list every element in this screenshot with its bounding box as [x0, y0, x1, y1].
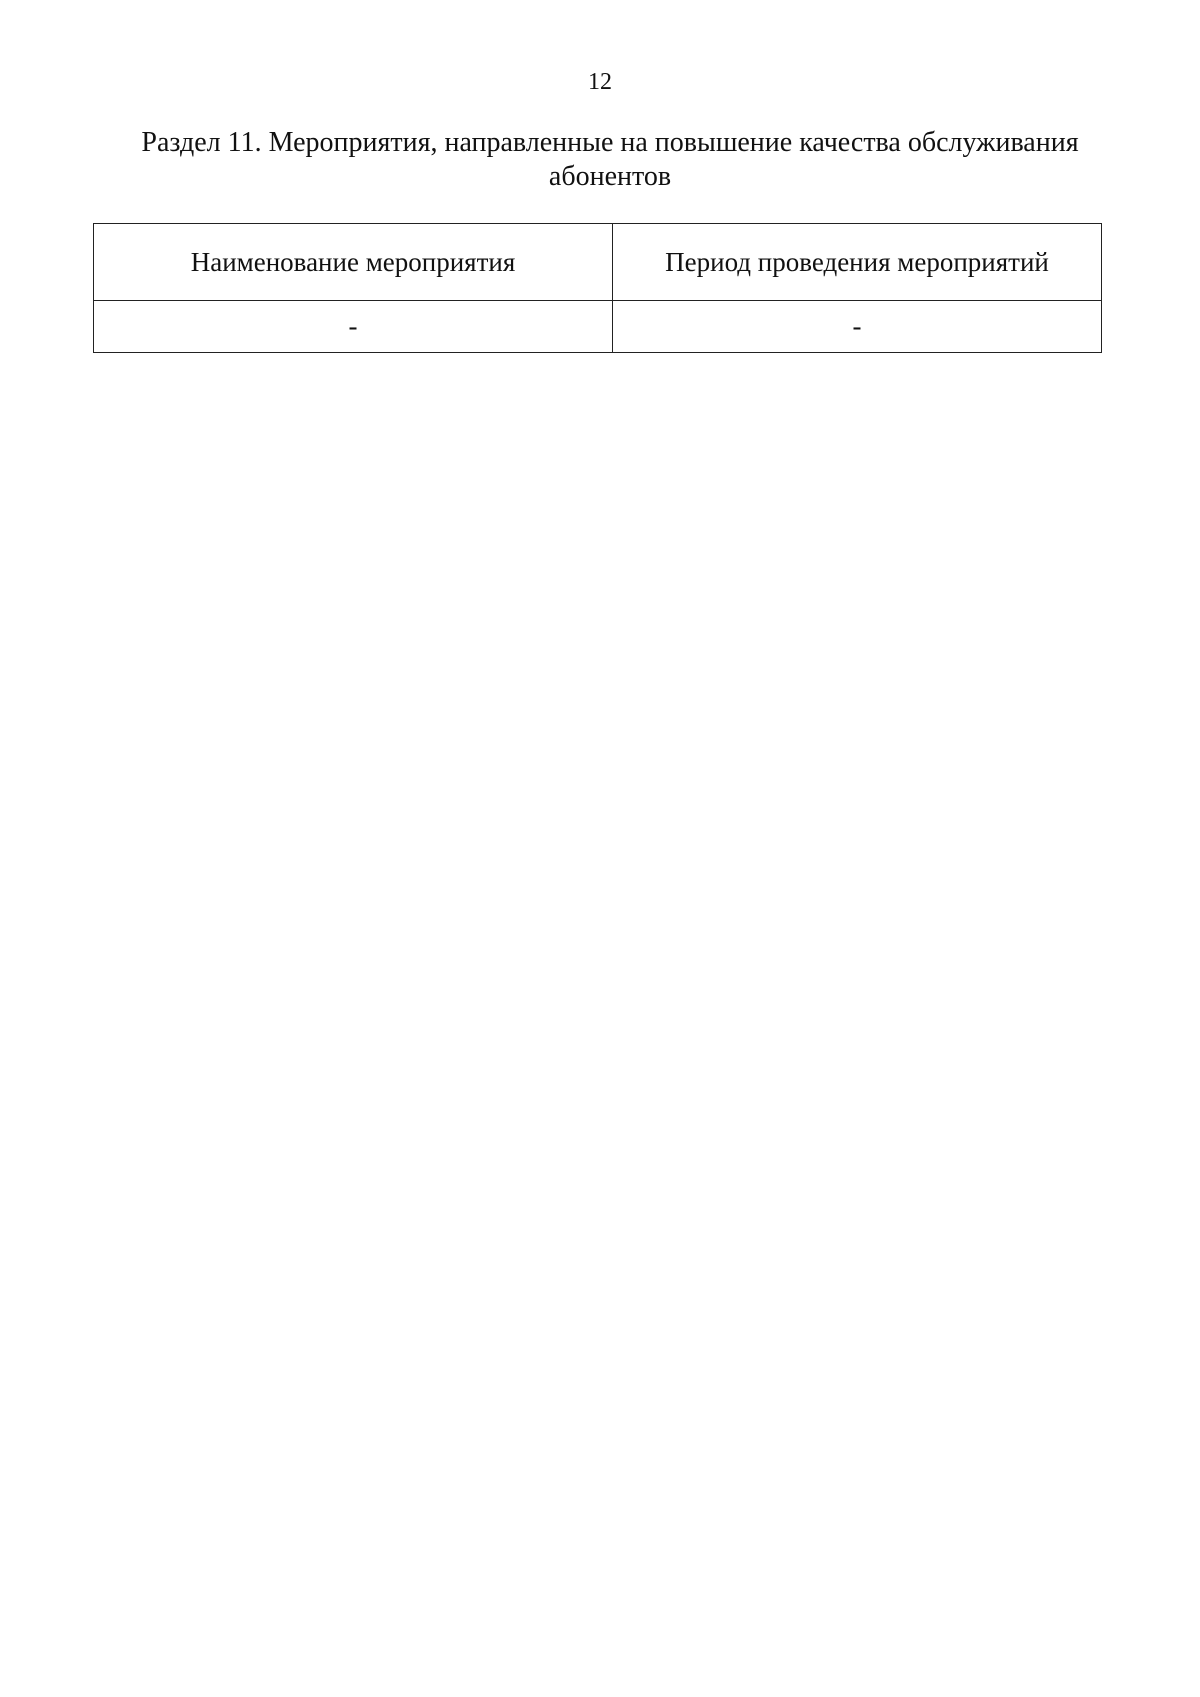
header-measure-period: Период проведения мероприятий	[613, 224, 1102, 301]
section-title-line-1: Раздел 11. Мероприятия, направленные на повышение качества обслуживания	[141, 127, 1079, 158]
section-title-line-2: абонентов	[548, 161, 672, 192]
section-title	[110, 126, 1110, 194]
measures-table	[93, 223, 1102, 353]
table-header-row	[94, 224, 1102, 301]
cell-measure-name: -	[94, 301, 613, 353]
table-row	[94, 301, 1102, 353]
header-measure-name: Наименование мероприятия	[94, 224, 613, 301]
cell-measure-period: -	[613, 301, 1102, 353]
page-number: 12	[588, 69, 612, 95]
